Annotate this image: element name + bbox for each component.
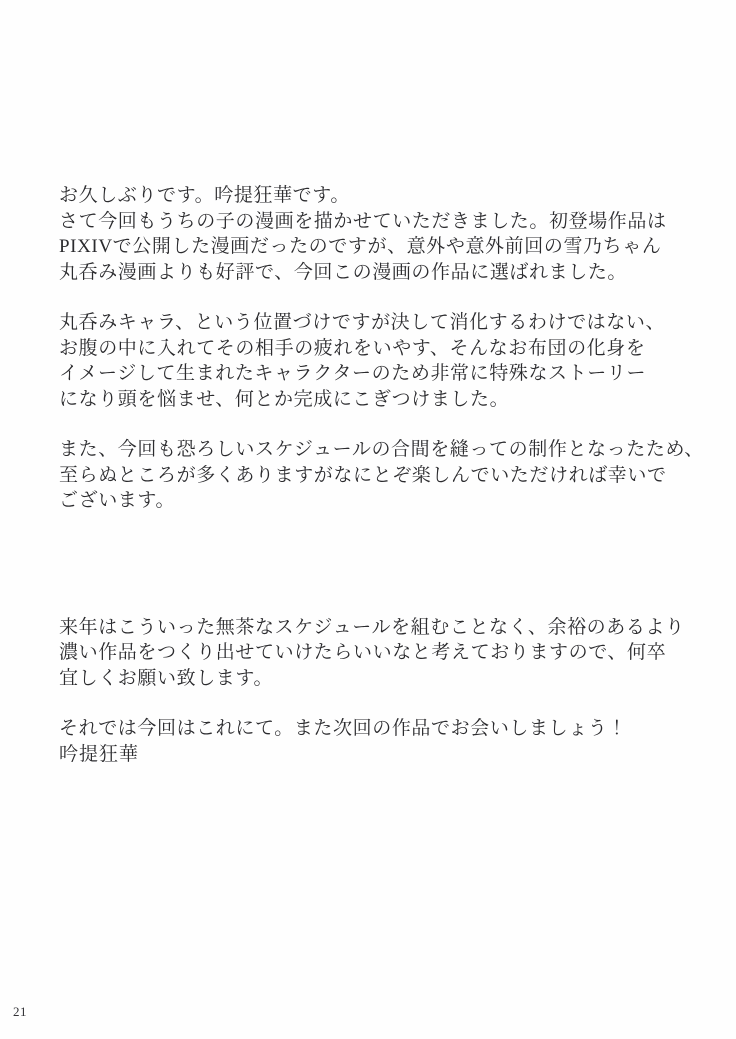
paragraph-character-concept [59, 310, 709, 412]
text-line: それでは今回はこれにて。また次回の作品でお会いしましょう！ [59, 718, 628, 739]
text-line: 宜しくお願い致します。 [59, 667, 274, 689]
text-line: ございます。 [59, 490, 176, 511]
text-line: 濃い作品をつくり出せていけたらいいなと考えておりますので、何卒 [59, 642, 667, 663]
text-line: お腹の中に入れてその相手の疲れをいやす、そんなお布団の化身を [59, 337, 646, 359]
letter-body [59, 183, 709, 767]
text-line: お久しぶりです。吟提狂華です。 [59, 185, 350, 206]
text-line: 来年はこういった無茶なスケジュールを組むことなく、余裕のあるより [59, 616, 685, 638]
text-line: 丸呑み漫画よりも好評で、今回この漫画の作品に選ばれました。 [59, 261, 628, 283]
paragraph-closing [59, 716, 709, 742]
text-line: PIXIVで公開した漫画だったのですが、意外や意外前回の雪乃ちゃん [59, 236, 662, 257]
paragraph-schedule-apology [59, 437, 709, 514]
text-line: さて今回もうちの子の漫画を描かせていただきました。初登場作品は [59, 210, 667, 232]
paragraph-greeting [59, 183, 709, 285]
paragraph-next-year [59, 615, 709, 692]
page-number: 21 [13, 1004, 27, 1019]
text-line: になり頭を悩ませ、何とか完成にこぎつけました。 [59, 388, 510, 410]
text-line: また、今回も恐ろしいスケジュールの合間を縫っての制作となったため、 [59, 439, 704, 460]
text-line: 丸呑みキャラ、という位置づけですが決して消化するわけではない、 [59, 312, 666, 333]
author-signature: 吟提狂華 [59, 743, 140, 765]
text-line: 至らぬところが多くありますがなにとぞ楽しんでいただければ幸いで [59, 464, 667, 486]
text-line: イメージして生まれたキャラクターのため非常に特殊なストーリー [59, 363, 647, 384]
